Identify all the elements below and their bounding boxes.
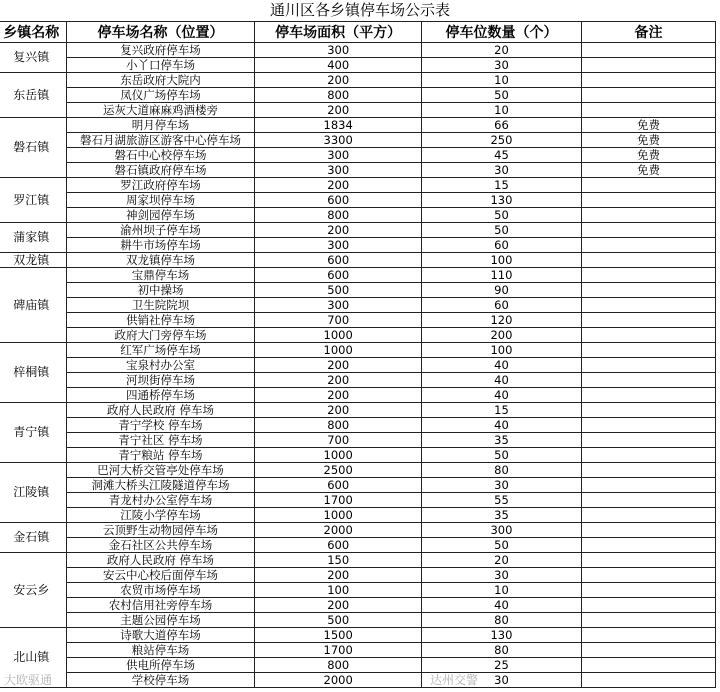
lot-name-cell: 神剑园停车场 [66, 208, 255, 223]
remarks-cell [582, 613, 716, 628]
table-row [0, 328, 716, 343]
area-cell: 2000 [255, 673, 421, 688]
header-area: 停车场面积（平方） [255, 22, 421, 43]
spaces-cell: 30 [421, 478, 581, 493]
remarks-cell [582, 208, 716, 223]
remarks-cell [582, 298, 716, 313]
remarks-cell [582, 448, 716, 463]
lot-name-cell: 四通桥停车场 [66, 388, 255, 403]
lot-name-cell: 磐石镇政府停车场 [66, 163, 255, 178]
area-cell: 200 [255, 403, 421, 418]
lot-name-cell: 青龙村办公室停车场 [66, 493, 255, 508]
table-row [0, 478, 716, 493]
remarks-cell [582, 313, 716, 328]
town-name-cell: 复兴镇 [0, 43, 66, 73]
lot-name-cell: 复兴政府停车场 [66, 43, 255, 58]
table-row [0, 433, 716, 448]
remarks-cell [582, 283, 716, 298]
spaces-cell: 40 [421, 358, 581, 373]
lot-name-cell: 政府人民政府 停车场 [66, 403, 255, 418]
lot-name-cell: 东岳政府大院内 [66, 73, 255, 88]
area-cell: 500 [255, 283, 421, 298]
table-row [0, 658, 716, 673]
lot-name-cell: 金石社区公共停车场 [66, 538, 255, 553]
page-title: 通川区各乡镇停车场公示表 [269, 1, 450, 19]
area-cell: 150 [255, 553, 421, 568]
spaces-cell: 50 [421, 223, 581, 238]
table-row [0, 493, 716, 508]
lot-name-cell: 耕牛市场停车场 [66, 238, 255, 253]
table-row [0, 268, 716, 283]
header-row [0, 22, 716, 43]
remarks-cell [582, 523, 716, 538]
table-row [0, 238, 716, 253]
area-cell: 200 [255, 358, 421, 373]
table-row [0, 523, 716, 538]
remarks-cell [582, 463, 716, 478]
lot-name-cell: 青宁社区 停车场 [66, 433, 255, 448]
spaces-cell: 90 [421, 283, 581, 298]
table-row [0, 253, 716, 268]
spaces-cell: 130 [421, 193, 581, 208]
remarks-cell [582, 343, 716, 358]
spaces-cell: 100 [421, 343, 581, 358]
table-row [0, 463, 716, 478]
spaces-cell: 15 [421, 178, 581, 193]
area-cell: 800 [255, 658, 421, 673]
table-row [0, 388, 716, 403]
remarks-cell [582, 358, 716, 373]
spaces-cell: 10 [421, 73, 581, 88]
table-row [0, 148, 716, 163]
area-cell: 1700 [255, 493, 421, 508]
area-cell: 800 [255, 88, 421, 103]
remarks-cell [582, 568, 716, 583]
lot-name-cell: 周家坝停车场 [66, 193, 255, 208]
area-cell: 800 [255, 418, 421, 433]
spaces-cell: 250 [421, 133, 581, 148]
table-row [0, 508, 716, 523]
lot-name-cell: 供销社停车场 [66, 313, 255, 328]
spaces-cell: 40 [421, 388, 581, 403]
spaces-cell: 80 [421, 463, 581, 478]
spaces-cell: 40 [421, 418, 581, 433]
spaces-cell: 300 [421, 523, 581, 538]
spaces-cell: 110 [421, 268, 581, 283]
table-row [0, 628, 716, 643]
spaces-cell: 130 [421, 628, 581, 643]
lot-name-cell: 磐石中心校停车场 [66, 148, 255, 163]
table-row [0, 568, 716, 583]
table-row [0, 208, 716, 223]
table-row [0, 283, 716, 298]
area-cell: 300 [255, 43, 421, 58]
area-cell: 600 [255, 538, 421, 553]
town-name-cell: 碑庙镇 [0, 268, 66, 343]
spaces-cell: 80 [421, 613, 581, 628]
area-cell: 300 [255, 148, 421, 163]
lot-name-cell: 渝州坝子停车场 [66, 223, 255, 238]
remarks-cell [582, 88, 716, 103]
spaces-cell: 50 [421, 88, 581, 103]
town-name-cell: 江陵镇 [0, 463, 66, 523]
table-row [0, 418, 716, 433]
remarks-cell [582, 628, 716, 643]
table-row [0, 598, 716, 613]
parking-table [0, 21, 716, 688]
area-cell: 600 [255, 193, 421, 208]
lot-name-cell: 主题公园停车场 [66, 613, 255, 628]
watermark-left: 大欧驱通 [4, 673, 53, 687]
table-row [0, 448, 716, 463]
lot-name-cell: 洞滩大桥头江陵隧道停车场 [66, 478, 255, 493]
remarks-cell [582, 178, 716, 193]
town-name-cell: 蒲家镇 [0, 223, 66, 253]
spaces-cell: 66 [421, 118, 581, 133]
lot-name-cell: 学校停车场 [66, 673, 255, 688]
town-name-cell: 双龙镇 [0, 253, 66, 268]
spaces-cell: 50 [421, 208, 581, 223]
lot-name-cell: 政府大门旁停车场 [66, 328, 255, 343]
spaces-cell: 60 [421, 298, 581, 313]
area-cell: 3300 [255, 133, 421, 148]
lot-name-cell: 运灰大道麻麻鸡酒楼旁 [66, 103, 255, 118]
area-cell: 200 [255, 598, 421, 613]
table-row [0, 613, 716, 628]
table-row [0, 73, 716, 88]
spaces-cell: 200 [421, 328, 581, 343]
spaces-cell: 45 [421, 148, 581, 163]
remarks-cell: 免费 [582, 163, 716, 178]
town-name-cell: 安云乡 [0, 553, 66, 628]
table-body [0, 43, 716, 688]
spaces-cell: 25 [421, 658, 581, 673]
spaces-cell: 80 [421, 643, 581, 658]
remarks-cell [582, 268, 716, 283]
spaces-cell: 120 [421, 313, 581, 328]
table-row [0, 343, 716, 358]
area-cell: 1000 [255, 343, 421, 358]
area-cell: 300 [255, 163, 421, 178]
remarks-cell [582, 193, 716, 208]
remarks-cell [582, 538, 716, 553]
table-row [0, 373, 716, 388]
table-row [0, 403, 716, 418]
remarks-cell [582, 598, 716, 613]
lot-name-cell: 政府人民政府 停车场 [66, 553, 255, 568]
town-name-cell: 罗江镇 [0, 178, 66, 223]
remarks-cell [582, 658, 716, 673]
table-row [0, 163, 716, 178]
town-name-cell: 梓桐镇 [0, 343, 66, 403]
lot-name-cell: 小丫口停车场 [66, 58, 255, 73]
table-row [0, 298, 716, 313]
spaces-cell: 35 [421, 433, 581, 448]
header-town: 乡镇名称 [0, 22, 66, 43]
area-cell: 500 [255, 613, 421, 628]
table-row [0, 88, 716, 103]
lot-name-cell: 磐石月湖旅游区游客中心停车场 [66, 133, 255, 148]
table-row [0, 193, 716, 208]
area-cell: 1000 [255, 328, 421, 343]
table-row [0, 118, 716, 133]
lot-name-cell: 农贸市场停车场 [66, 583, 255, 598]
area-cell: 2500 [255, 463, 421, 478]
town-name-cell: 东岳镇 [0, 73, 66, 118]
area-cell: 600 [255, 478, 421, 493]
spaces-cell: 100 [421, 253, 581, 268]
town-name-cell: 北山镇 [0, 628, 66, 688]
remarks-cell [582, 223, 716, 238]
area-cell: 700 [255, 313, 421, 328]
spaces-cell: 50 [421, 448, 581, 463]
spaces-cell: 30 [421, 568, 581, 583]
remarks-cell [582, 43, 716, 58]
table-row [0, 43, 716, 58]
remarks-cell [582, 508, 716, 523]
area-cell: 200 [255, 568, 421, 583]
table-row [0, 58, 716, 73]
lot-name-cell: 供电所停车场 [66, 658, 255, 673]
spaces-cell: 60 [421, 238, 581, 253]
table-row [0, 583, 716, 598]
spaces-cell: 20 [421, 43, 581, 58]
remarks-cell [582, 373, 716, 388]
remarks-cell [582, 643, 716, 658]
remarks-cell [582, 388, 716, 403]
area-cell: 300 [255, 238, 421, 253]
lot-name-cell: 安云中心校后面停车场 [66, 568, 255, 583]
lot-name-cell: 红军广场停车场 [66, 343, 255, 358]
lot-name-cell: 罗江政府停车场 [66, 178, 255, 193]
area-cell: 100 [255, 583, 421, 598]
table-row [0, 313, 716, 328]
table-row [0, 358, 716, 373]
area-cell: 600 [255, 253, 421, 268]
table-row [0, 673, 716, 688]
lot-name-cell: 农村信用社旁停车场 [66, 598, 255, 613]
area-cell: 2000 [255, 523, 421, 538]
remarks-cell [582, 328, 716, 343]
spaces-cell: 40 [421, 598, 581, 613]
area-cell: 200 [255, 373, 421, 388]
remarks-cell [582, 403, 716, 418]
area-cell: 200 [255, 388, 421, 403]
remarks-cell [582, 673, 716, 688]
area-cell: 200 [255, 223, 421, 238]
lot-name-cell: 巴河大桥交管亭处停车场 [66, 463, 255, 478]
lot-name-cell: 凤仪广场停车场 [66, 88, 255, 103]
lot-name-cell: 青宁学校 停车场 [66, 418, 255, 433]
lot-name-cell: 河坝街停车场 [66, 373, 255, 388]
remarks-cell [582, 253, 716, 268]
table-row [0, 103, 716, 118]
remarks-cell [582, 478, 716, 493]
area-cell: 200 [255, 73, 421, 88]
town-name-cell: 金石镇 [0, 523, 66, 553]
area-cell: 800 [255, 208, 421, 223]
remarks-cell [582, 433, 716, 448]
area-cell: 200 [255, 178, 421, 193]
header-remarks: 备注 [582, 22, 716, 43]
remarks-cell [582, 238, 716, 253]
area-cell: 1700 [255, 643, 421, 658]
watermark-right: 达州交警 [430, 673, 479, 687]
town-name-cell: 磐石镇 [0, 118, 66, 178]
table-row [0, 178, 716, 193]
area-cell: 1500 [255, 628, 421, 643]
spaces-cell: 20 [421, 553, 581, 568]
lot-name-cell: 明月停车场 [66, 118, 255, 133]
remarks-cell: 免费 [582, 148, 716, 163]
table-row [0, 643, 716, 658]
spaces-cell: 50 [421, 538, 581, 553]
area-cell: 300 [255, 298, 421, 313]
spaces-cell: 40 [421, 373, 581, 388]
spaces-cell: 15 [421, 403, 581, 418]
remarks-cell [582, 418, 716, 433]
remarks-cell [582, 58, 716, 73]
spaces-cell: 30 [421, 163, 581, 178]
spaces-cell: 10 [421, 583, 581, 598]
lot-name-cell: 云顶野生动物园停车场 [66, 523, 255, 538]
spaces-cell: 10 [421, 103, 581, 118]
lot-name-cell: 诗歌大道停车场 [66, 628, 255, 643]
table-row [0, 538, 716, 553]
spaces-cell: 55 [421, 493, 581, 508]
lot-name-cell: 初中操场 [66, 283, 255, 298]
lot-name-cell: 宝鼎停车场 [66, 268, 255, 283]
lot-name-cell: 卫生院院坝 [66, 298, 255, 313]
table-row [0, 223, 716, 238]
table-row [0, 553, 716, 568]
spaces-cell: 30 [421, 673, 581, 688]
area-cell: 1000 [255, 448, 421, 463]
lot-name-cell: 双龙镇停车场 [66, 253, 255, 268]
spaces-cell: 35 [421, 508, 581, 523]
remarks-cell: 免费 [582, 118, 716, 133]
lot-name-cell: 宝泉村办公室 [66, 358, 255, 373]
lot-name-cell: 江陵小学停车场 [66, 508, 255, 523]
area-cell: 1834 [255, 118, 421, 133]
area-cell: 700 [255, 433, 421, 448]
table-row [0, 133, 716, 148]
town-name-cell: 青宁镇 [0, 403, 66, 463]
area-cell: 200 [255, 103, 421, 118]
remarks-cell [582, 73, 716, 88]
lot-name-cell: 粮站停车场 [66, 643, 255, 658]
remarks-cell [582, 583, 716, 598]
remarks-cell [582, 493, 716, 508]
lot-name-cell: 青宁粮站 停车场 [66, 448, 255, 463]
remarks-cell: 免费 [582, 133, 716, 148]
spaces-cell: 30 [421, 58, 581, 73]
area-cell: 600 [255, 268, 421, 283]
header-spaces: 停车位数量（个） [421, 22, 581, 43]
remarks-cell [582, 553, 716, 568]
header-lot-name: 停车场名称（位置） [66, 22, 255, 43]
remarks-cell [582, 103, 716, 118]
area-cell: 1000 [255, 508, 421, 523]
area-cell: 400 [255, 58, 421, 73]
